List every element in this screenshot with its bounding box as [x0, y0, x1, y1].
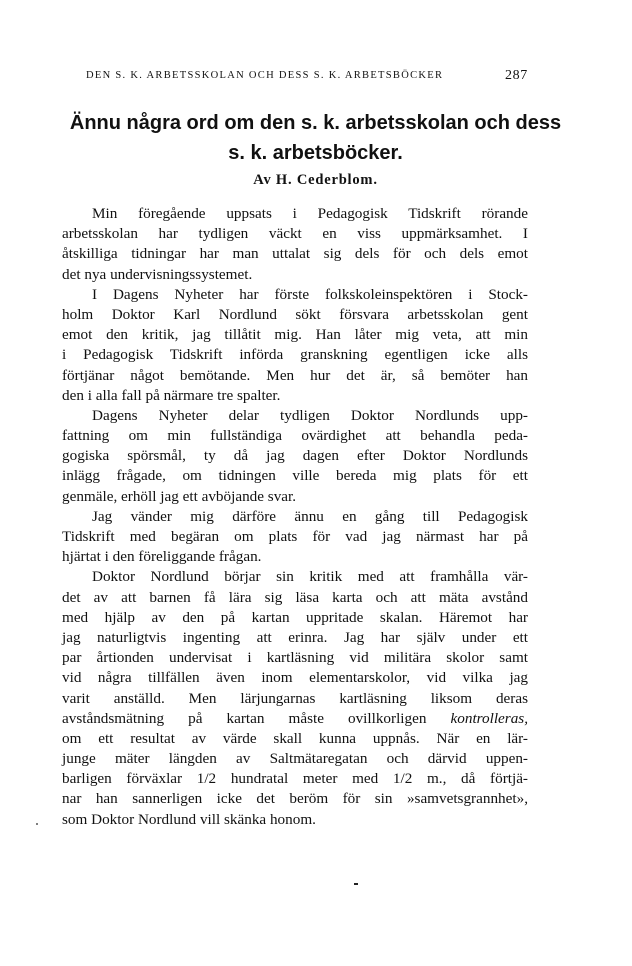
body-line: det av att barnen få lära sig läsa karta och att mäta avstånd: [62, 588, 528, 606]
body-line: inlägg frågade, om tidningen ville bereda mig plats för ett: [62, 467, 528, 485]
body-line: I Dagens Nyheter har förste folkskoleinspektören i Stock-: [92, 285, 528, 303]
body-line: Min föregående uppsats i Pedagogisk Tidskrift rörande: [92, 205, 528, 222]
body-line: jag naturligtvis ingenting att erinra. Jag har själv under ett: [62, 628, 528, 646]
page-number: 287: [505, 68, 528, 83]
body-line: arbetsskolan har tydligen väckt en viss uppmärksamhet. I: [62, 225, 528, 243]
body-line: med hjälp av den på kartan uppritade skalan. Häremot har: [62, 608, 528, 626]
body-line: om ett resultat av värde skall kunna uppnås. När en lär-: [62, 729, 528, 747]
body-line: vid några tillfällen även inom elementarskolor, vid vilka jag: [62, 669, 528, 687]
body-line: Doktor Nordlund börjar sin kritik med att framhålla vär-: [92, 568, 528, 586]
margin-speck: [36, 823, 38, 825]
body-line: nar han sannerligen icke det beröm för sin »samvetsgrannhet»,: [62, 790, 528, 808]
article-title-line-2: s. k. arbetsböcker.: [228, 142, 403, 164]
author-byline: Av H. Cederblom.: [253, 172, 378, 188]
body-line: Jag vänder mig därföre ännu en gång till Pedagogisk: [92, 507, 528, 525]
body-line: emot den kritik, jag tillåtit mig. Han låter mig veta, att min: [62, 326, 528, 344]
running-header: DEN S. K. ARBETSSKOLAN OCH DESS S. K. ARBETSBÖCKER: [86, 70, 444, 81]
body-line: holm Doktor Karl Nordlund sökt försvara arbetsskolan gent: [62, 305, 528, 323]
body-line: åtskilliga tidningar har man uttalat sig dels för och dels emot: [62, 245, 528, 263]
body-line: förtjänar något bemötande. Men hur det är, så bemöter han: [62, 366, 528, 384]
body-line: genmäle, erhöll jag ett avböjande svar.: [62, 487, 297, 505]
body-line: varit anställd. Men lärjungarnas kartläsning liksom deras: [62, 689, 528, 707]
article-title-line-1: Ännu några ord om den s. k. arbetsskolan och dess: [69, 112, 562, 134]
body-line: fattning om min fullständiga ovärdighet att behandla peda-: [62, 427, 528, 445]
body-line-with-italic: avståndsmätning på kartan måste ovillkorligen kontrolleras,: [62, 709, 528, 727]
body-line: som Doktor Nordlund vill skänka honom.: [62, 810, 316, 828]
body-line: Tidskrift med begäran om plats för vad jag närmast har på: [62, 528, 528, 545]
body-line: hjärtat i den föreliggande frågan.: [62, 548, 262, 566]
body-line: gogiska spörsmål, ty då jag dagen efter Doktor Nordlunds: [62, 447, 528, 465]
body-line: den i alla fall på närmare tre spalter.: [62, 386, 281, 404]
article-title: [58, 108, 573, 168]
article-body: [62, 204, 528, 830]
body-line: par årtionden undervisat i kartläsning vid militära skolor samt: [62, 649, 528, 667]
body-line: junge mäter längden av Saltmätaregatan och därvid uppen-: [62, 750, 528, 768]
body-line-with-fractions: barligen förväxlar 1/2 hundratal meter med 1/2 m., då förtjä-: [62, 770, 528, 788]
body-line: i Pedagogisk Tidskrift införda granskning egentligen icke alls: [62, 346, 528, 364]
footer-mark: [354, 883, 358, 885]
body-line: Dagens Nyheter delar tydligen Doktor Nordlunds upp-: [92, 406, 528, 424]
italic-emphasis: kontrolleras,: [450, 709, 528, 727]
body-line: det nya undervisningssystemet.: [62, 265, 253, 283]
